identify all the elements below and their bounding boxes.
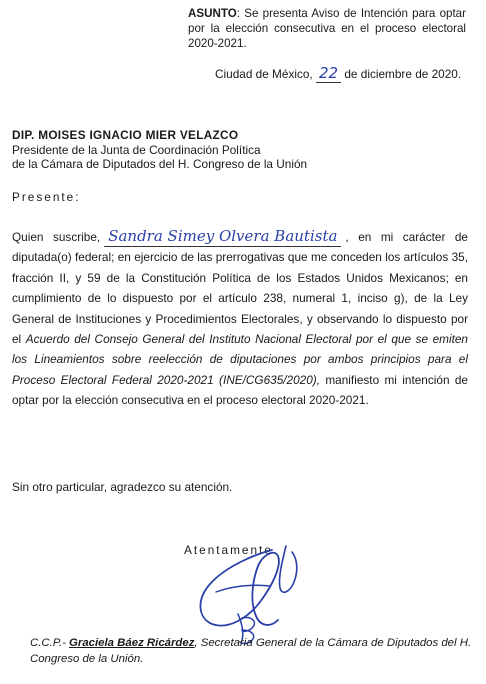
ccp-block bbox=[30, 636, 480, 667]
body-intro: Quien suscribe, bbox=[12, 230, 101, 244]
recipient-position: Presidente de la Junta de Coordinación Política bbox=[12, 142, 261, 157]
asunto-label: ASUNTO bbox=[188, 7, 237, 20]
date-line bbox=[215, 64, 461, 82]
body-paragraph bbox=[12, 226, 468, 411]
date-suffix: de diciembre de 2020. bbox=[344, 67, 462, 81]
recipient-block bbox=[12, 128, 307, 172]
ccp-prefix: C.C.P.- bbox=[30, 637, 66, 649]
signature-scribble bbox=[186, 532, 316, 650]
date-day-handwritten: 22 bbox=[316, 64, 341, 83]
body-legal-basis: , en mi carácter de diputada(o) federal; en ejercicio de las prerrogativas que me conceden los artículos 35, fracción II, y 59 de la Constitución Política de los Estados Unidos Mexicanos; en cumplimiento de lo dispuesto por el artículo 238, numeral 1, inciso g), de la Ley General de Instituciones y Procedimientos Electorales, y observando lo dispuesto por el bbox=[12, 230, 468, 347]
body-statement: manifiesto mi intención de optar por la elección consecutiva en el proceso electoral 2020-2021. bbox=[12, 372, 468, 408]
date-prefix: Ciudad de México, bbox=[215, 67, 313, 81]
body-agreement-title: Acuerdo del Consejo General del Instituto Nacional Electoral por el que se emiten los Lineamientos sobre reelección de diputaciones por ambos principios para el Proceso Electoral Federal 2020-2021 (INE/CG635/2020), bbox=[12, 332, 468, 387]
recipient-name: DIP. MOISES IGNACIO MIER VELAZCO bbox=[12, 128, 239, 142]
signer-name-handwritten: Sandra Simey Olvera Bautista bbox=[104, 226, 341, 247]
salutation: Presente: bbox=[12, 190, 81, 204]
closing-line: Sin otro particular, agradezco su atención. bbox=[12, 480, 233, 494]
asunto-block bbox=[188, 6, 466, 51]
recipient-institution: de la Cámara de Diputados del H. Congreso de la Unión bbox=[12, 157, 308, 171]
ccp-position: , Secretaria General de la Cámara de Diputados del H. Congreso de la Unión. bbox=[30, 637, 472, 665]
asunto-text: : Se presenta Aviso de Intención para optar por la elección consecutiva en el proceso electoral 2020-2021. bbox=[188, 7, 466, 50]
atentamente-label: Atentamente bbox=[184, 543, 273, 557]
ccp-name: Graciela Báez Ricárdez bbox=[69, 637, 195, 649]
